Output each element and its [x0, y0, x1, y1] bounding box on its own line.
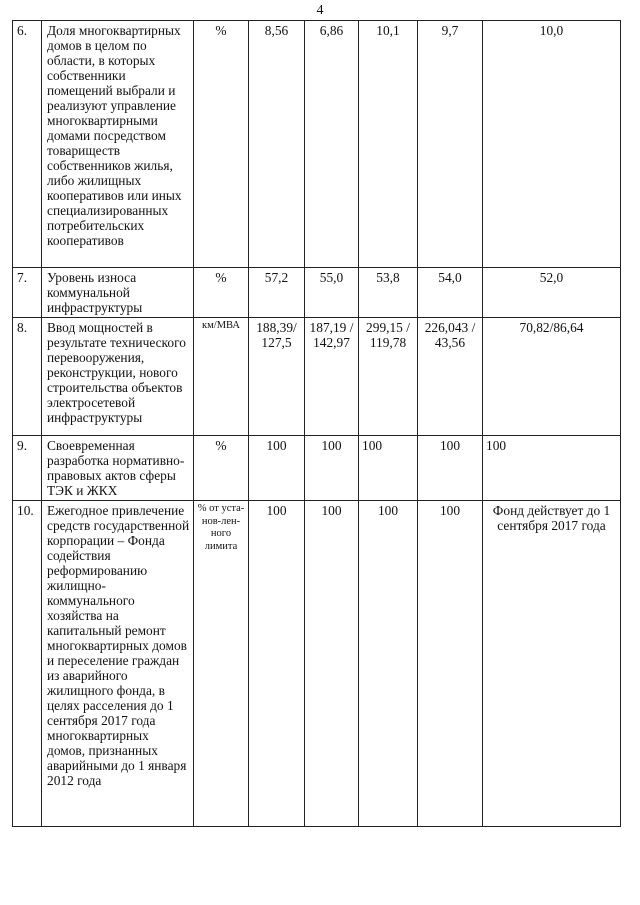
unit-cell: км/МВА [194, 318, 249, 436]
table-row [13, 21, 621, 268]
unit-cell: % [194, 21, 249, 268]
table-row [13, 318, 621, 436]
value-cell: Фонд действует до 1 сентября 2017 года [483, 501, 621, 827]
row-number: 6. [13, 21, 42, 268]
value-cell: 299,15 / 119,78 [359, 318, 418, 436]
row-number: 9. [13, 436, 42, 501]
value-cell: 10,1 [359, 21, 418, 268]
value-cell: 226,043 / 43,56 [418, 318, 483, 436]
table-row [13, 268, 621, 318]
value-cell: 100 [359, 436, 418, 501]
table-row [13, 436, 621, 501]
value-cell: 100 [418, 436, 483, 501]
value-cell: 10,0 [483, 21, 621, 268]
value-cell: 100 [249, 501, 305, 827]
value-cell: 6,86 [305, 21, 359, 268]
indicator-name: Доля многоквартирных домов в целом по области, в которых собственники помещений выбрали и реализуют управление многоквартирными домами посредством товариществ собственников жилья, либо жилищных кооперативов или иных специализированных потребительских кооперативов [42, 21, 194, 268]
value-cell: 57,2 [249, 268, 305, 318]
indicator-name: Ежегодное привлечение средств государственной корпорации – Фонда содействия реформированию жилищно-коммунального хозяйства на капитальный ремонт многоквартирных домов и переселение граждан из аварийного жилищного фонда, в целях расселения до 1 сентября 2017 года многоквартирных домов, признанных аварийными до 1 января 2012 года [42, 501, 194, 827]
value-cell: 54,0 [418, 268, 483, 318]
row-number: 8. [13, 318, 42, 436]
value-cell: 100 [305, 501, 359, 827]
value-cell: 52,0 [483, 268, 621, 318]
value-cell: 100 [359, 501, 418, 827]
value-cell: 187,19 / 142,97 [305, 318, 359, 436]
value-cell: 9,7 [418, 21, 483, 268]
value-cell: 8,56 [249, 21, 305, 268]
indicator-name: Ввод мощностей в результате технического перевооружения, реконструкции, нового строительства объектов электросетевой инфраструктуры [42, 318, 194, 436]
value-cell: 188,39/ 127,5 [249, 318, 305, 436]
value-cell: 55,0 [305, 268, 359, 318]
indicators-table [12, 20, 621, 827]
value-cell: 100 [483, 436, 621, 501]
value-cell: 100 [249, 436, 305, 501]
unit-cell: % от уста-нов-лен-ного лимита [194, 501, 249, 827]
row-number: 10. [13, 501, 42, 827]
indicator-name: Уровень износа коммунальной инфраструктуры [42, 268, 194, 318]
unit-cell: % [194, 436, 249, 501]
value-cell: 53,8 [359, 268, 418, 318]
row-number: 7. [13, 268, 42, 318]
table-row [13, 501, 621, 827]
value-cell: 100 [305, 436, 359, 501]
unit-cell: % [194, 268, 249, 318]
value-cell: 70,82/86,64 [483, 318, 621, 436]
page-number: 4 [316, 3, 324, 18]
value-cell: 100 [418, 501, 483, 827]
indicator-name: Своевременная разработка нормативно-правовых актов сферы ТЭК и ЖКХ [42, 436, 194, 501]
